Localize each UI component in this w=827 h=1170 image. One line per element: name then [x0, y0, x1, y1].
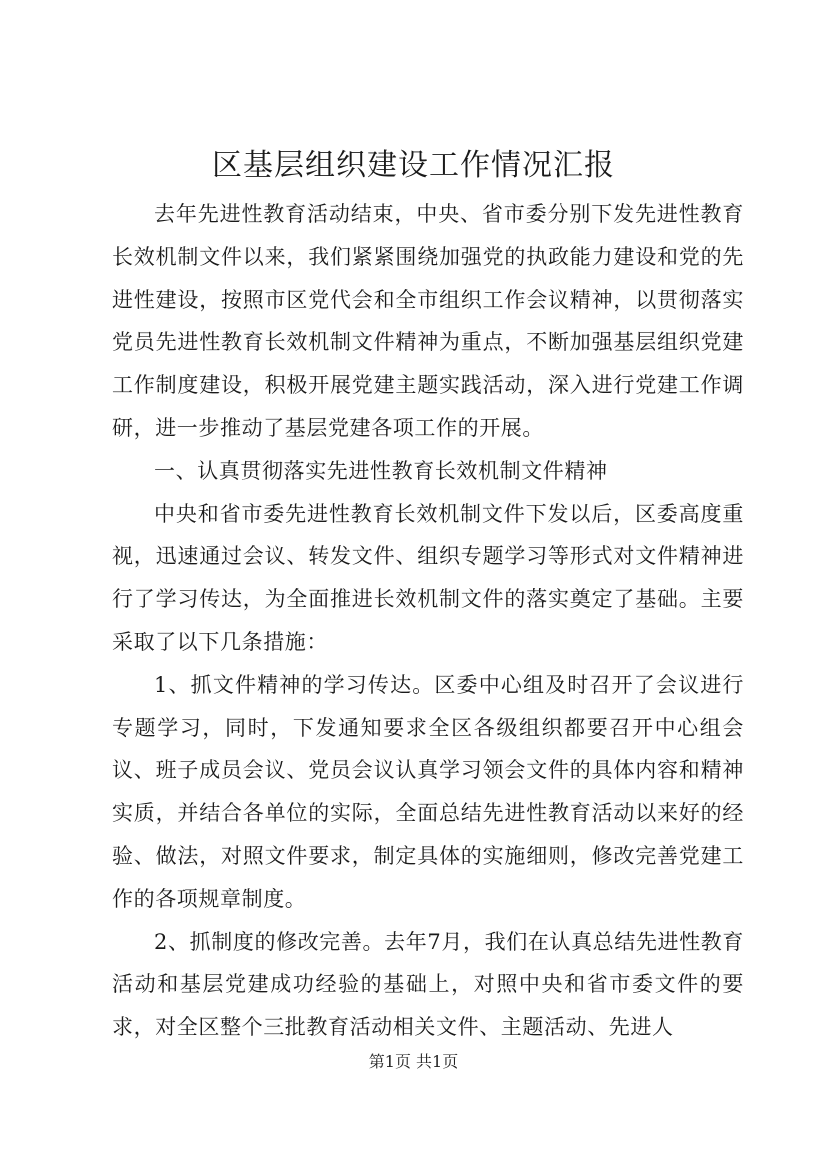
page-footer: 第1页 共1页 — [368, 1052, 459, 1071]
document-title: 区基层组织建设工作情况汇报 — [212, 148, 615, 183]
document-body — [112, 193, 744, 1049]
paragraph-item-1: 1、抓文件精神的学习传达。区委中心组及时召开了会议进行专题学习，同时，下发通知要求全区各级组织都要召开中心组会议、班子成员会议、党员会议认真学习领会文件的具体内容和精神实质，并结合各单位的实际，全面总结先进性教育活动以来好的经验、做法，对照文件要求，制定具体的实施细则，修改完善党建工作的各项规章制度。 — [112, 672, 744, 911]
paragraph-section-1: 中央和省市委先进性教育长效机制文件下发以后，区委高度重视，迅速通过会议、转发文件、组织专题学习等形式对文件精神进行了学习传达，为全面推进长效机制文件的落实奠定了基础。主要采取了以下几条措施： — [112, 501, 744, 654]
section-heading-1: 一、认真贯彻落实先进性教育长效机制文件精神 — [154, 458, 608, 483]
paragraph-intro: 去年先进性教育活动结束，中央、省市委分别下发先进性教育长效机制文件以来，我们紧紧围绕加强党的执政能力建设和党的先进性建设，按照市区党代会和全市组织工作会议精神，以贯彻落实党员先进性教育长效机制文件精神为重点，不断加强基层组织党建工作制度建设，积极开展党建主题实践活动，深入进行党建工作调研，进一步推动了基层党建各项工作的开展。 — [112, 202, 744, 440]
paragraph-item-2: 2、抓制度的修改完善。去年7月，我们在认真总结先进性教育活动和基层党建成功经验的基础上，对照中央和省市委文件的要求，对全区整个三批教育活动相关文件、主题活动、先进人 — [112, 929, 744, 1040]
